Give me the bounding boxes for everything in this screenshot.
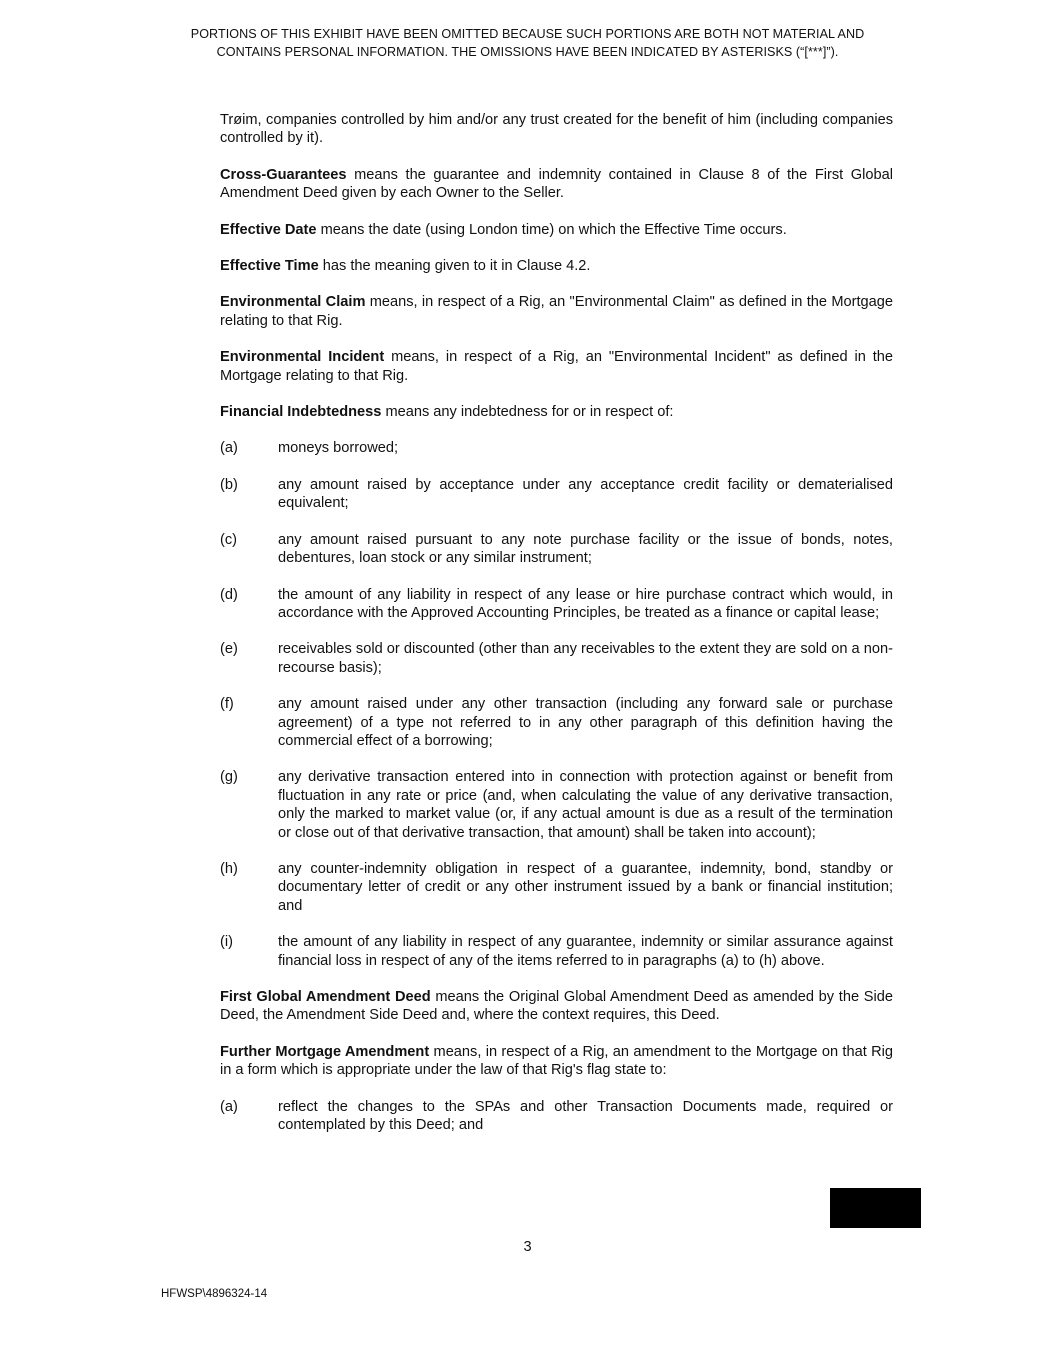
list-item-text: any amount raised pursuant to any note purchase facility or the issue of bonds, notes, debentures, loan stock or any similar instrument; (278, 531, 893, 567)
document-reference: HFWSP\4896324-14 (161, 1288, 268, 1300)
list-item (220, 768, 893, 842)
list-item-text: any amount raised under any other transaction (including any forward sale or purchase agreement) of a type not referred to in any other paragraph of this definition having the commercial effect of a borrowing; (278, 696, 893, 749)
header-line-1: PORTIONS OF THIS EXHIBIT HAVE BEEN OMITTED BECAUSE SUCH PORTIONS ARE BOTH NOT MATERIAL AND (190, 27, 865, 41)
list-item (220, 933, 893, 970)
list-item (220, 439, 893, 457)
definition-term: Effective Date (220, 221, 317, 238)
definition-text: means, in respect of a Rig, an amendment to the Mortgage on that Rig in a form which is appropriate under the law of that Rig's flag state to: (220, 1043, 893, 1079)
list-item-text: any derivative transaction entered into in connection with protection against or benefit from fluctuation in any rate or price (and, when calculating the value of any derivative transaction, only the marked to market value (or, if any actual amount is due as a result of the termination or close out of that derivative transaction, that amount) shall be taken into account); (278, 769, 893, 841)
definition-text: means the guarantee and indemnity contained in Clause 8 of the First Global Amendment Deed given by each Owner to the Seller. (220, 166, 893, 202)
list-item-text: any amount raised by acceptance under any acceptance credit facility or dematerialised equivalent; (278, 476, 893, 512)
definition-environmental-claim (220, 293, 893, 330)
definition-effective-time (220, 257, 893, 275)
list-item-number: (a) (220, 440, 238, 457)
definition-further-mortgage-amendment (220, 1043, 893, 1080)
list-item-number: (b) (220, 476, 238, 493)
definition-first-global-amendment-deed (220, 988, 893, 1025)
list-item (220, 531, 893, 568)
list-item (220, 695, 893, 750)
list-item-text: the amount of any liability in respect of any guarantee, indemnity or similar assurance against financial loss in respect of any of the items referred to in paragraphs (a) to (h) above. (278, 934, 893, 969)
definition-financial-indebtedness (220, 403, 893, 421)
list-item-number: (i) (220, 934, 233, 951)
list-item-number: (e) (220, 641, 238, 658)
list-item-number: (h) (220, 860, 238, 877)
definition-term: Environmental Claim (220, 294, 366, 311)
definition-text: means the Original Global Amendment Deed as amended by the Side Deed, the Amendment Side Deed and, where the context requires, this Deed. (220, 989, 894, 1024)
definition-text: means, in respect of a Rig, an "Environmental Claim" as defined in the Mortgage relating to that Rig. (220, 294, 893, 329)
definition-term: First Global Amendment Deed (220, 989, 431, 1005)
list-item-number: (f) (220, 696, 234, 713)
redaction-box (830, 1188, 921, 1228)
definition-term: Environmental Incident (220, 349, 385, 366)
definition-text: means any indebtedness for or in respect of: (381, 404, 674, 421)
definition-term: Further Mortgage Amendment (220, 1043, 430, 1060)
definition-effective-date (220, 221, 893, 239)
definition-term: Financial Indebtedness (220, 404, 382, 421)
exhibit-header (120, 25, 935, 61)
list-item (220, 476, 893, 513)
list-item-text: reflect the changes to the SPAs and other Transaction Documents made, required or contemplated by this Deed; and (278, 1098, 893, 1134)
definition-text: has the meaning given to it in Clause 4.2. (318, 258, 591, 275)
definition-cross-guarantees (220, 166, 893, 203)
list-item-text: the amount of any liability in respect of any lease or hire purchase contract which would, in accordance with the Approved Accounting Principles, be treated as a finance or capital lease; (278, 586, 893, 621)
list-item-text: any counter-indemnity obligation in respect of a guarantee, indemnity, bond, standby or documentary letter of credit or any other instrument issued by a bank or financial institution; and (278, 860, 893, 914)
list-item-number: (d) (220, 586, 238, 603)
document-body (220, 111, 893, 1152)
list-item-text: receivables sold or discounted (other than any receivables to the extent they are sold on a non-recourse basis); (278, 641, 893, 676)
list-item (220, 586, 893, 623)
definition-text: means, in respect of a Rig, an "Environmental Incident" as defined in the Mortgage relating to that Rig. (220, 349, 893, 384)
definition-text: means the date (using London time) on which the Effective Time occurs. (316, 221, 787, 238)
definition-term: Cross-Guarantees (220, 166, 347, 183)
header-line-2: CONTAINS PERSONAL INFORMATION. THE OMISSIONS HAVE BEEN INDICATED BY ASTERISKS (“[***]”). (216, 45, 839, 59)
list-item (220, 860, 893, 915)
list-item-number: (c) (220, 531, 238, 548)
list-item (220, 1098, 893, 1135)
list-item (220, 640, 893, 677)
page-number: 3 (523, 1239, 532, 1255)
list-item-text: moneys borrowed; (278, 440, 399, 457)
intro-paragraph: Trøim, companies controlled by him and/or any trust created for the benefit of him (including companies controlled by it). (220, 112, 893, 147)
list-item-number: (a) (220, 1098, 238, 1115)
definition-term: Effective Time (220, 258, 319, 275)
list-item-number: (g) (220, 769, 238, 786)
definition-environmental-incident (220, 348, 893, 385)
